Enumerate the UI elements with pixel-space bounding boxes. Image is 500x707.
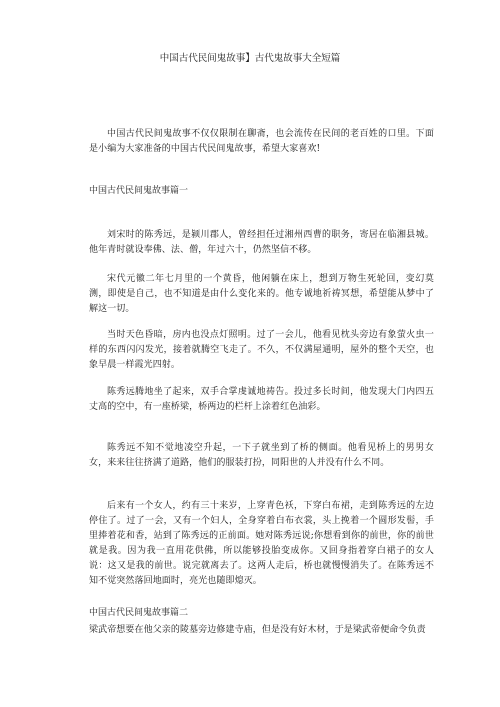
- intro-paragraph: 中国古代民间鬼故事不仅仅限制在聊斋，也会流传在民间的老百姓的口里。下面是小编为大家准备的中国古代民间鬼故事，希望大家喜欢!: [89, 129, 434, 154]
- story-paragraph: 后来有一个女人，约有三十来岁，上穿青色袄，下穿白布裙，走到陈秀远的左边停住了。过了一会，又有一个妇人，全身穿着白布衣裳，头上挽着一个圆形发髻，手里捧着花和香，站到了陈秀远的正前面。她对陈秀远说;你想看到你的前世，你的前世就是我。因为我一直用花供佛，所以能够投胎变成你。又回身指着穿白裙子的女人说：这又是我的前世。说完就离去了。这两人走后，桥也就慢慢消失了。在陈秀远不知不觉突然落回地面时，亮光也随即熄灭。: [89, 501, 434, 586]
- story-paragraph: 宋代元徽二年七月里的一个黄昏，他闲躺在床上，想到万物生死轮回，变幻莫测，即使是自己，也不知道是由什么变化来的。他专诚地祈祷冥想，希望能从梦中了解这一切。: [89, 274, 434, 314]
- story-paragraph: 陈秀远腾地坐了起来，双手合掌虔诚地祷告。投过多长时间，他发现大门内四五丈高的空中，有一座桥梁，桥两边的栏杆上涂着红色油彩。: [89, 387, 434, 412]
- section2-heading: 中国古代民间鬼故事篇二: [89, 608, 189, 618]
- story-paragraph: 刘宋时的陈秀远，是颍川郡人，曾经担任过湘州西曹的职务，寄居在临湘县城。他年青时就设奉佛、法、僧，年过六十，仍然坚信不移。: [89, 230, 434, 255]
- section2-first-paragraph: 梁武帝想要在他父亲的陵墓旁边修建寺庙，但是没有好木材，于是梁武帝便命令负责: [89, 625, 426, 635]
- document-title: 中国古代民间鬼故事】古代鬼故事大全短篇: [159, 53, 341, 64]
- section1-heading: 中国古代民间鬼故事篇一: [89, 186, 189, 196]
- story-paragraph: 当时天色昏暗，房内也没点灯照明。过了一会儿，他看见枕头旁边有象萤火虫一样的东西闪闪发光，接着就腾空飞走了。不久，不仅满屋通明，屋外的整个天空，也象早晨一样霞光四射。: [89, 330, 434, 370]
- story-paragraph: 陈秀远不知不觉地凌空升起，一下子就坐到了桥的侧面。他看见桥上的男男女女，来来往往挤满了道路，他们的服装打扮，同阳世的人并没有什么不同。: [89, 443, 434, 468]
